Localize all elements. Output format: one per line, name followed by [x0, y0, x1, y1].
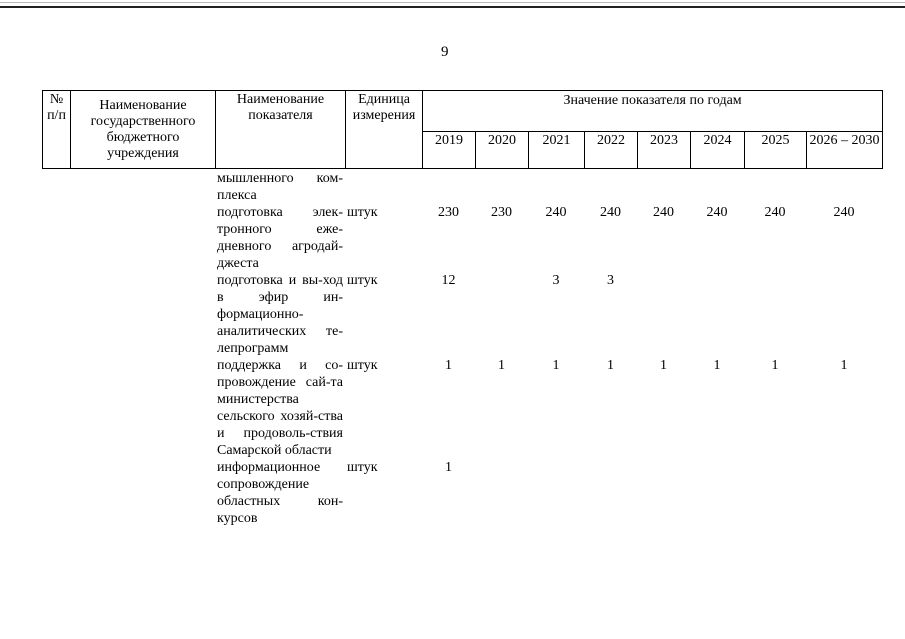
value-cell — [744, 170, 806, 204]
value-cell: 1 — [445, 460, 452, 475]
header-num: № п/п — [43, 91, 71, 169]
value-cell — [528, 170, 584, 204]
value-cell — [422, 170, 475, 204]
header-year: 2022 — [585, 132, 638, 169]
value-cell — [690, 170, 744, 204]
value-cell — [475, 459, 528, 527]
indicator-name: информационное сопровождение областных кон-курсов — [217, 460, 343, 526]
value-cell: 230 — [438, 205, 459, 220]
header-year: 2024 — [691, 132, 745, 169]
value-cell: 1 — [771, 358, 779, 373]
table-row — [42, 204, 882, 272]
value-cell: 1 — [840, 358, 848, 373]
value-cell: 240 — [600, 205, 621, 220]
value-cell: 230 — [491, 205, 512, 220]
value-cell — [637, 170, 690, 204]
header-institution: Наименование государственного бюджетного учреждения — [71, 91, 216, 169]
indicator-name: подготовка и вы-ход в эфир ин-формационно-аналитических те-лепрограмм — [217, 273, 343, 356]
value-cell — [806, 170, 882, 204]
unit-cell — [345, 170, 422, 204]
value-cell — [637, 272, 690, 357]
value-cell — [584, 170, 637, 204]
table-header — [42, 90, 883, 169]
value-cell: 3 — [607, 273, 614, 288]
table-row — [42, 459, 882, 527]
value-cell: 240 — [833, 205, 855, 220]
value-cell — [584, 459, 637, 527]
value-cell — [475, 272, 528, 357]
value-cell: 1 — [607, 358, 614, 373]
value-cell: 240 — [764, 205, 786, 220]
value-cell: 12 — [441, 273, 456, 288]
value-cell — [744, 459, 806, 527]
header-year: 2019 — [423, 132, 476, 169]
header-year: 2026 – 2030 — [807, 132, 883, 169]
value-cell: 240 — [653, 205, 674, 220]
value-cell: 240 — [706, 205, 728, 220]
value-cell — [806, 459, 882, 527]
value-cell: 1 — [660, 358, 667, 373]
indicator-name: мышленного ком-плекса — [217, 171, 343, 203]
value-cell: 1 — [498, 358, 505, 373]
table-row — [42, 357, 882, 459]
unit-cell: штук — [347, 460, 378, 475]
header-year: 2020 — [476, 132, 529, 169]
header-year: 2021 — [529, 132, 585, 169]
unit-cell: штук — [347, 273, 378, 288]
table-row — [42, 170, 882, 204]
value-cell — [528, 459, 584, 527]
unit-cell: штук — [347, 358, 378, 373]
header-indicator: Наименование показателя — [216, 91, 346, 169]
value-cell — [690, 272, 744, 357]
indicator-name: поддержка и со-провождение сай-та министерства сельского хозяй-ства и продоволь-ствия Самарской области — [217, 358, 343, 458]
value-cell — [690, 459, 744, 527]
value-cell — [637, 459, 690, 527]
value-cell: 240 — [545, 205, 567, 220]
value-cell: 1 — [445, 358, 452, 373]
page-number: 9 — [441, 44, 449, 60]
top-edge-line — [0, 2, 905, 3]
value-cell — [744, 272, 806, 357]
table-row — [42, 272, 882, 357]
value-cell: 3 — [552, 273, 560, 288]
header-year: 2023 — [638, 132, 691, 169]
value-cell: 1 — [713, 358, 721, 373]
header-values-group: Значение показателя по годам — [423, 91, 883, 132]
indicator-name: подготовка элек-тронного еже-дневного агродай-джеста — [217, 205, 343, 271]
unit-cell: штук — [347, 205, 378, 220]
top-border-line — [0, 6, 905, 8]
table-body — [42, 170, 882, 527]
value-cell — [475, 170, 528, 204]
value-cell — [806, 272, 882, 357]
header-year: 2025 — [745, 132, 807, 169]
header-unit: Единица измерения — [346, 91, 423, 169]
value-cell: 1 — [552, 358, 560, 373]
